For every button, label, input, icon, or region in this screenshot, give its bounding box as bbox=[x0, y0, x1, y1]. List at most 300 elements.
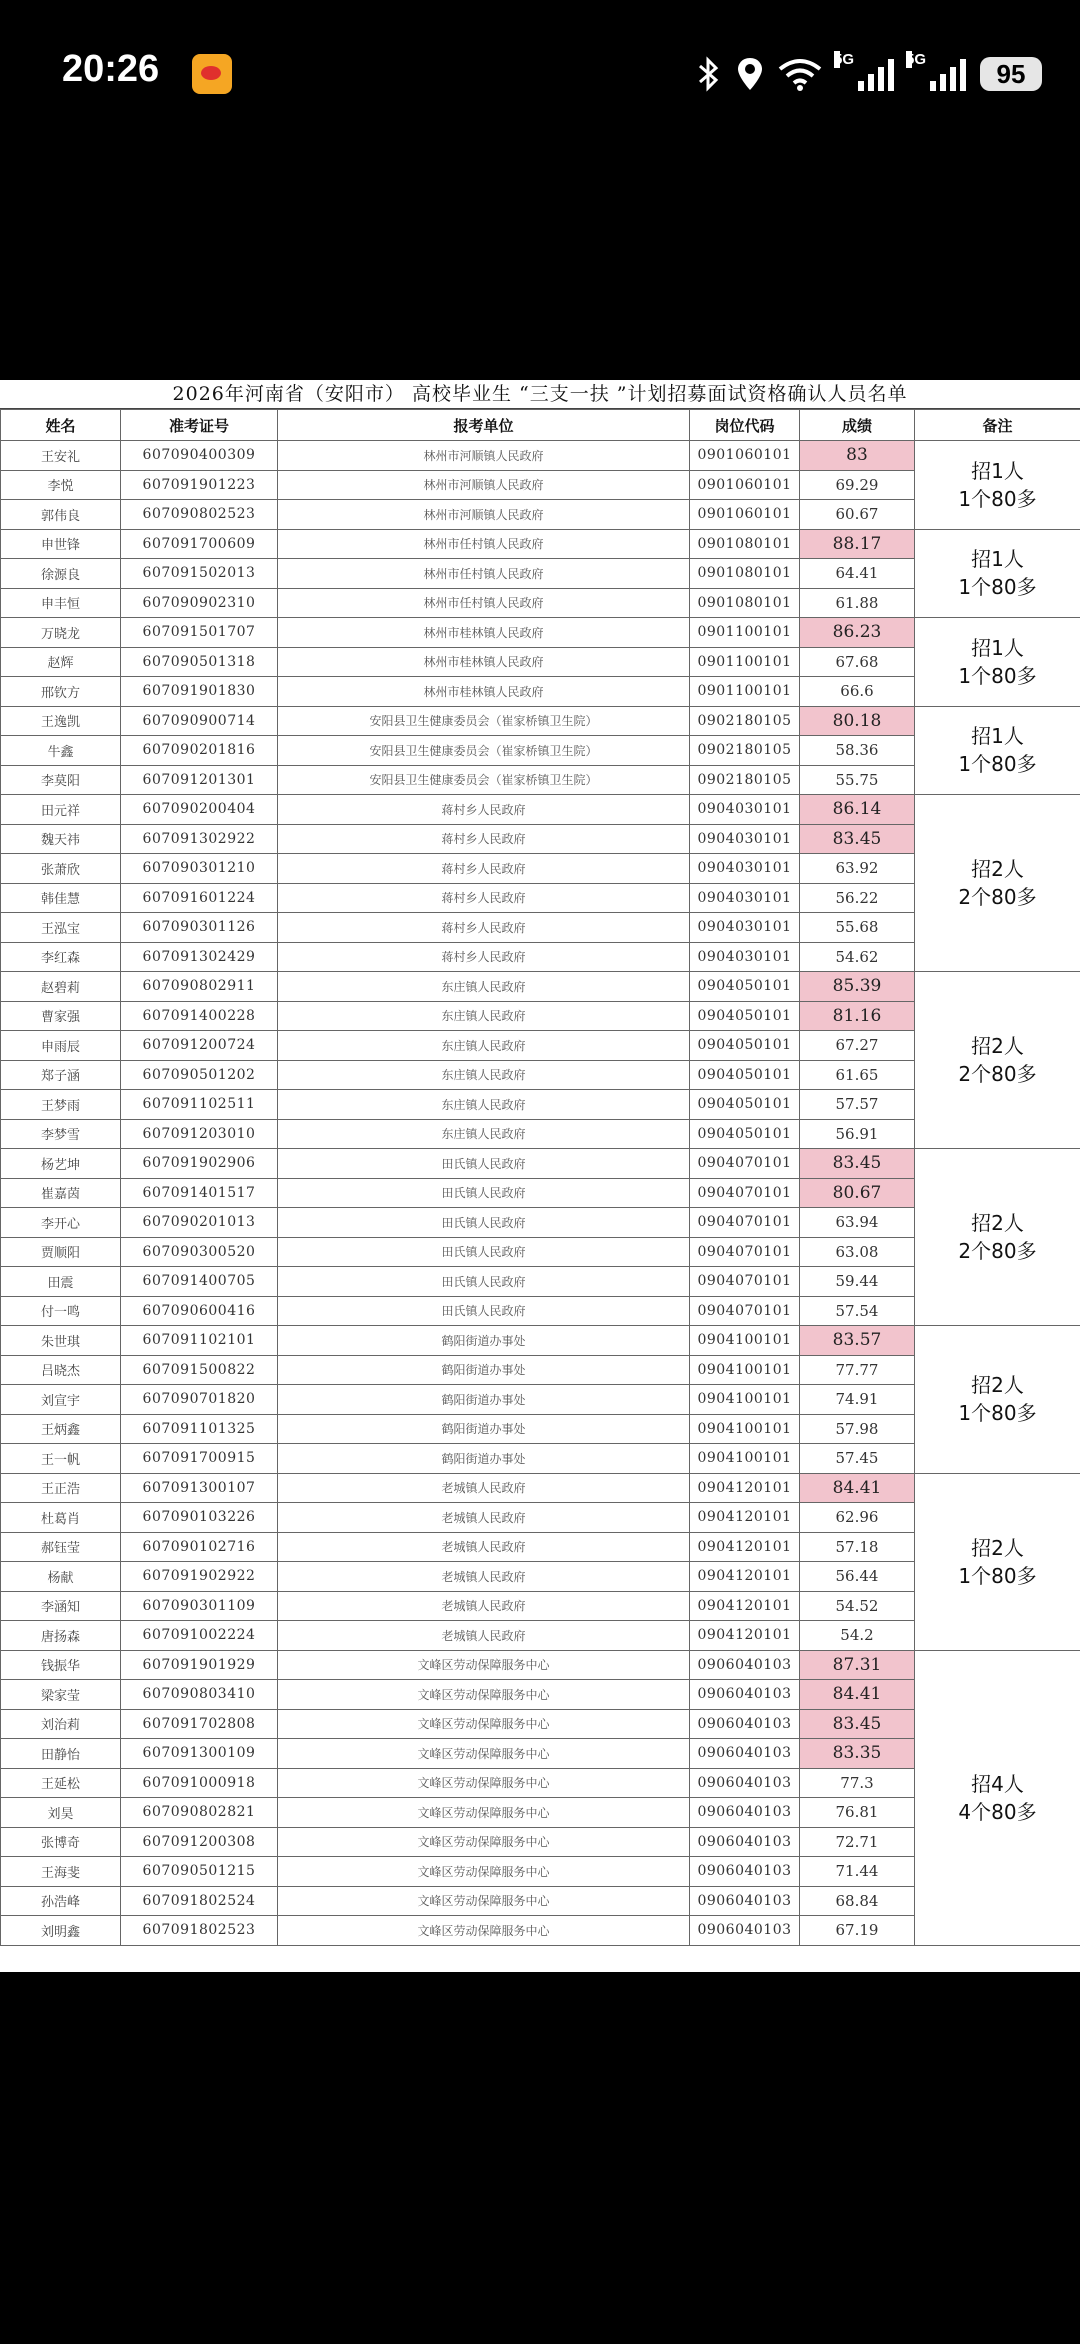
cell-score: 63.08 bbox=[800, 1237, 915, 1267]
cell-exam-id: 607091101325 bbox=[121, 1414, 278, 1444]
cell-post-code: 0904070101 bbox=[690, 1267, 800, 1297]
cell-post-code: 0906040103 bbox=[690, 1768, 800, 1798]
cell-exam-id: 607091901830 bbox=[121, 677, 278, 707]
cell-post-code: 0901080101 bbox=[690, 529, 800, 559]
cell-unit: 文峰区劳动保障服务中心 bbox=[278, 1827, 690, 1857]
clock: 20:26 bbox=[62, 48, 160, 90]
cell-score: 56.44 bbox=[800, 1562, 915, 1592]
cell-post-code: 0902180105 bbox=[690, 765, 800, 795]
cell-unit: 田氏镇人民政府 bbox=[278, 1267, 690, 1297]
cell-post-code: 0904070101 bbox=[690, 1178, 800, 1208]
cell-score: 57.18 bbox=[800, 1532, 915, 1562]
cell-unit: 林州市任村镇人民政府 bbox=[278, 588, 690, 618]
cell-exam-id: 607091502013 bbox=[121, 559, 278, 589]
col-note-header: 备注 bbox=[915, 410, 1080, 441]
cell-score: 69.29 bbox=[800, 470, 915, 500]
cell-post-code: 0906040103 bbox=[690, 1739, 800, 1769]
cell-post-code: 0906040103 bbox=[690, 1886, 800, 1916]
cell-post-code: 0904100101 bbox=[690, 1414, 800, 1444]
cell-name: 杨艺坤 bbox=[1, 1149, 121, 1179]
table-row bbox=[1, 618, 1080, 648]
cell-unit: 林州市任村镇人民政府 bbox=[278, 559, 690, 589]
cell-unit: 老城镇人民政府 bbox=[278, 1591, 690, 1621]
cell-exam-id: 607091000918 bbox=[121, 1768, 278, 1798]
cell-exam-id: 607091902922 bbox=[121, 1562, 278, 1592]
cell-exam-id: 607091700609 bbox=[121, 529, 278, 559]
cell-score: 67.27 bbox=[800, 1031, 915, 1061]
cell-post-code: 0904030101 bbox=[690, 913, 800, 943]
cell-exam-id: 607091200724 bbox=[121, 1031, 278, 1061]
cell-score: 74.91 bbox=[800, 1385, 915, 1415]
cell-post-code: 0904050101 bbox=[690, 1031, 800, 1061]
cell-unit: 林州市桂林镇人民政府 bbox=[278, 677, 690, 707]
cell-post-code: 0906040103 bbox=[690, 1857, 800, 1887]
cell-score: 77.3 bbox=[800, 1768, 915, 1798]
cell-score: 56.91 bbox=[800, 1119, 915, 1149]
cell-unit: 文峰区劳动保障服务中心 bbox=[278, 1709, 690, 1739]
cell-score: 66.6 bbox=[800, 677, 915, 707]
cell-exam-id: 607091500822 bbox=[121, 1355, 278, 1385]
note-line: 4个80多 bbox=[958, 1799, 1037, 1824]
note-line: 1个80多 bbox=[958, 1563, 1037, 1588]
cell-post-code: 0902180105 bbox=[690, 736, 800, 766]
cell-name: 邢钦方 bbox=[1, 677, 121, 707]
cell-name: 魏天祎 bbox=[1, 824, 121, 854]
bluetooth-icon bbox=[696, 56, 722, 92]
cell-score: 67.68 bbox=[800, 647, 915, 677]
cell-name: 朱世琪 bbox=[1, 1326, 121, 1356]
cell-name: 孙浩峰 bbox=[1, 1886, 121, 1916]
cell-exam-id: 607091902906 bbox=[121, 1149, 278, 1179]
results-table bbox=[0, 409, 1080, 1946]
cell-exam-id: 607091702808 bbox=[121, 1709, 278, 1739]
cell-name: 李悦 bbox=[1, 470, 121, 500]
cell-name: 张博奇 bbox=[1, 1827, 121, 1857]
cell-score: 54.52 bbox=[800, 1591, 915, 1621]
cell-score: 83.45 bbox=[800, 1709, 915, 1739]
cell-unit: 东庄镇人民政府 bbox=[278, 1031, 690, 1061]
cell-exam-id: 607090400309 bbox=[121, 441, 278, 471]
cell-exam-id: 607090301109 bbox=[121, 1591, 278, 1621]
col-id-header: 准考证号 bbox=[121, 410, 278, 441]
cell-name: 杨献 bbox=[1, 1562, 121, 1592]
cell-exam-id: 607091200308 bbox=[121, 1827, 278, 1857]
cell-post-code: 0904070101 bbox=[690, 1208, 800, 1238]
cell-post-code: 0901060101 bbox=[690, 470, 800, 500]
cell-post-code: 0904120101 bbox=[690, 1621, 800, 1651]
cell-exam-id: 607091700915 bbox=[121, 1444, 278, 1474]
cell-name: 刘治莉 bbox=[1, 1709, 121, 1739]
cell-unit: 东庄镇人民政府 bbox=[278, 972, 690, 1002]
cell-post-code: 0904070101 bbox=[690, 1237, 800, 1267]
cell-score: 72.71 bbox=[800, 1827, 915, 1857]
cell-name: 李梦雪 bbox=[1, 1119, 121, 1149]
cell-unit: 蒋村乡人民政府 bbox=[278, 795, 690, 825]
cell-post-code: 0906040103 bbox=[690, 1916, 800, 1946]
cell-unit: 林州市桂林镇人民政府 bbox=[278, 618, 690, 648]
cell-post-code: 0904050101 bbox=[690, 1119, 800, 1149]
cell-exam-id: 607090803410 bbox=[121, 1680, 278, 1710]
cell-post-code: 0904030101 bbox=[690, 824, 800, 854]
status-icons bbox=[696, 52, 1042, 96]
cell-score: 55.68 bbox=[800, 913, 915, 943]
cell-name: 牛鑫 bbox=[1, 736, 121, 766]
note-line: 招2人 bbox=[971, 1211, 1024, 1235]
cell-score: 62.96 bbox=[800, 1503, 915, 1533]
cell-score: 64.41 bbox=[800, 559, 915, 589]
note-line: 招1人 bbox=[971, 547, 1024, 572]
cell-post-code: 0906040103 bbox=[690, 1827, 800, 1857]
cell-exam-id: 607091102511 bbox=[121, 1090, 278, 1120]
cell-post-code: 0901100101 bbox=[690, 647, 800, 677]
cell-score: 67.19 bbox=[800, 1916, 915, 1946]
cell-post-code: 0906040103 bbox=[690, 1709, 800, 1739]
cell-note bbox=[915, 972, 1080, 1149]
cell-exam-id: 607091302922 bbox=[121, 824, 278, 854]
cell-unit: 文峰区劳动保障服务中心 bbox=[278, 1680, 690, 1710]
cell-name: 田震 bbox=[1, 1267, 121, 1297]
cell-post-code: 0901060101 bbox=[690, 441, 800, 471]
cell-note bbox=[915, 1650, 1080, 1945]
cell-name: 田元祥 bbox=[1, 795, 121, 825]
cell-score: 63.92 bbox=[800, 854, 915, 884]
cell-score: 57.57 bbox=[800, 1090, 915, 1120]
cell-post-code: 0904120101 bbox=[690, 1473, 800, 1503]
table-row bbox=[1, 1650, 1080, 1680]
cell-exam-id: 607090301210 bbox=[121, 854, 278, 884]
cell-exam-id: 607091400705 bbox=[121, 1267, 278, 1297]
cell-name: 赵辉 bbox=[1, 647, 121, 677]
cell-score: 57.45 bbox=[800, 1444, 915, 1474]
cell-unit: 蒋村乡人民政府 bbox=[278, 913, 690, 943]
cell-name: 申世锋 bbox=[1, 529, 121, 559]
cell-name: 申雨辰 bbox=[1, 1031, 121, 1061]
cell-name: 郝钰莹 bbox=[1, 1532, 121, 1562]
cell-score: 83.45 bbox=[800, 1149, 915, 1179]
cell-post-code: 0904050101 bbox=[690, 1060, 800, 1090]
cell-note bbox=[915, 441, 1080, 530]
cell-score: 83.45 bbox=[800, 824, 915, 854]
cell-exam-id: 607091401517 bbox=[121, 1178, 278, 1208]
cell-name: 张萧欣 bbox=[1, 854, 121, 884]
cell-exam-id: 607091300109 bbox=[121, 1739, 278, 1769]
cell-exam-id: 607090102716 bbox=[121, 1532, 278, 1562]
cell-unit: 林州市河顺镇人民政府 bbox=[278, 441, 690, 471]
table-row bbox=[1, 1149, 1080, 1179]
cell-name: 王梦雨 bbox=[1, 1090, 121, 1120]
cell-exam-id: 607090501318 bbox=[121, 647, 278, 677]
note-line: 1个80多 bbox=[958, 663, 1037, 688]
cell-name: 刘宣宇 bbox=[1, 1385, 121, 1415]
cell-exam-id: 607091002224 bbox=[121, 1621, 278, 1651]
cell-score: 61.88 bbox=[800, 588, 915, 618]
cell-exam-id: 607091802524 bbox=[121, 1886, 278, 1916]
cell-unit: 田氏镇人民政府 bbox=[278, 1237, 690, 1267]
cell-unit: 蒋村乡人民政府 bbox=[278, 942, 690, 972]
cell-score: 57.98 bbox=[800, 1414, 915, 1444]
cell-score: 56.22 bbox=[800, 883, 915, 913]
col-code-header: 岗位代码 bbox=[690, 410, 800, 441]
cell-post-code: 0904120101 bbox=[690, 1532, 800, 1562]
battery-indicator: 95 bbox=[980, 57, 1042, 91]
cell-unit: 鹤阳街道办事处 bbox=[278, 1385, 690, 1415]
cell-name: 李开心 bbox=[1, 1208, 121, 1238]
cell-score: 83 bbox=[800, 441, 915, 471]
cell-score: 60.67 bbox=[800, 500, 915, 530]
cell-name: 刘昊 bbox=[1, 1798, 121, 1828]
cell-note bbox=[915, 706, 1080, 795]
cell-name: 吕晓杰 bbox=[1, 1355, 121, 1385]
table-header bbox=[1, 410, 1080, 441]
cell-score: 81.16 bbox=[800, 1001, 915, 1031]
cell-unit: 田氏镇人民政府 bbox=[278, 1296, 690, 1326]
cell-name: 付一鸣 bbox=[1, 1296, 121, 1326]
cell-exam-id: 607091901929 bbox=[121, 1650, 278, 1680]
cell-post-code: 0906040103 bbox=[690, 1680, 800, 1710]
cell-unit: 安阳县卫生健康委员会（崔家桥镇卫生院） bbox=[278, 765, 690, 795]
cell-unit: 老城镇人民政府 bbox=[278, 1473, 690, 1503]
table-row bbox=[1, 1473, 1080, 1503]
cell-score: 59.44 bbox=[800, 1267, 915, 1297]
cell-post-code: 0904100101 bbox=[690, 1326, 800, 1356]
cell-exam-id: 607091400228 bbox=[121, 1001, 278, 1031]
note-line: 招1人 bbox=[971, 724, 1024, 749]
table-row bbox=[1, 441, 1080, 471]
cell-unit: 鹤阳街道办事处 bbox=[278, 1326, 690, 1356]
cell-exam-id: 607090802911 bbox=[121, 972, 278, 1002]
cell-unit: 蒋村乡人民政府 bbox=[278, 883, 690, 913]
cell-score: 58.36 bbox=[800, 736, 915, 766]
cell-unit: 鹤阳街道办事处 bbox=[278, 1355, 690, 1385]
note-line: 1个80多 bbox=[958, 575, 1037, 600]
col-unit-header: 报考单位 bbox=[278, 410, 690, 441]
wifi-icon bbox=[778, 57, 822, 91]
cell-score: 61.65 bbox=[800, 1060, 915, 1090]
cell-unit: 文峰区劳动保障服务中心 bbox=[278, 1768, 690, 1798]
cell-unit: 林州市河顺镇人民政府 bbox=[278, 500, 690, 530]
cell-name: 王延松 bbox=[1, 1768, 121, 1798]
note-line: 2个80多 bbox=[958, 885, 1037, 909]
cell-name: 郭伟良 bbox=[1, 500, 121, 530]
cell-unit: 东庄镇人民政府 bbox=[278, 1090, 690, 1120]
note-line: 1个80多 bbox=[958, 1401, 1037, 1426]
cell-unit: 文峰区劳动保障服务中心 bbox=[278, 1650, 690, 1680]
cell-score: 84.41 bbox=[800, 1473, 915, 1503]
cell-post-code: 0904070101 bbox=[690, 1149, 800, 1179]
status-bar bbox=[0, 0, 1080, 150]
table-row bbox=[1, 972, 1080, 1002]
cell-unit: 老城镇人民政府 bbox=[278, 1532, 690, 1562]
cell-post-code: 0902180105 bbox=[690, 706, 800, 736]
cell-name: 郑子涵 bbox=[1, 1060, 121, 1090]
cell-exam-id: 607091201301 bbox=[121, 765, 278, 795]
cell-post-code: 0904030101 bbox=[690, 854, 800, 884]
cell-note bbox=[915, 529, 1080, 618]
note-line: 招1人 bbox=[971, 458, 1024, 483]
cell-unit: 林州市河顺镇人民政府 bbox=[278, 470, 690, 500]
note-line: 2个80多 bbox=[958, 1062, 1037, 1086]
cell-unit: 老城镇人民政府 bbox=[278, 1503, 690, 1533]
cell-name: 杜葛肖 bbox=[1, 1503, 121, 1533]
cell-exam-id: 607091300107 bbox=[121, 1473, 278, 1503]
cell-exam-id: 607090802821 bbox=[121, 1798, 278, 1828]
cell-post-code: 0904050101 bbox=[690, 1090, 800, 1120]
cell-name: 王一帆 bbox=[1, 1444, 121, 1474]
cell-name: 王炳鑫 bbox=[1, 1414, 121, 1444]
cell-exam-id: 607090301126 bbox=[121, 913, 278, 943]
cell-note bbox=[915, 1473, 1080, 1650]
document-image bbox=[0, 380, 1080, 1972]
cell-exam-id: 607090600416 bbox=[121, 1296, 278, 1326]
cell-post-code: 0904120101 bbox=[690, 1503, 800, 1533]
cell-name: 贾顺阳 bbox=[1, 1237, 121, 1267]
cell-name: 韩佳慧 bbox=[1, 883, 121, 913]
cell-score: 86.14 bbox=[800, 795, 915, 825]
cell-name: 李涵知 bbox=[1, 1591, 121, 1621]
cell-exam-id: 607091501707 bbox=[121, 618, 278, 648]
weibo-icon bbox=[192, 54, 232, 94]
cell-exam-id: 607090201816 bbox=[121, 736, 278, 766]
cell-name: 唐扬森 bbox=[1, 1621, 121, 1651]
cell-post-code: 0906040103 bbox=[690, 1650, 800, 1680]
cell-unit: 安阳县卫生健康委员会（崔家桥镇卫生院） bbox=[278, 706, 690, 736]
cell-score: 63.94 bbox=[800, 1208, 915, 1238]
table-row bbox=[1, 795, 1080, 825]
cell-exam-id: 607091901223 bbox=[121, 470, 278, 500]
table-row bbox=[1, 706, 1080, 736]
cell-unit: 文峰区劳动保障服务中心 bbox=[278, 1857, 690, 1887]
cell-score: 83.35 bbox=[800, 1739, 915, 1769]
cell-post-code: 0904070101 bbox=[690, 1296, 800, 1326]
cell-post-code: 0901100101 bbox=[690, 677, 800, 707]
cell-score: 83.57 bbox=[800, 1326, 915, 1356]
cell-unit: 文峰区劳动保障服务中心 bbox=[278, 1886, 690, 1916]
cell-post-code: 0901080101 bbox=[690, 559, 800, 589]
signal-5g-icon: 5G bbox=[836, 57, 894, 91]
cell-unit: 田氏镇人民政府 bbox=[278, 1178, 690, 1208]
cell-name: 李莫阳 bbox=[1, 765, 121, 795]
col-score-header: 成绩 bbox=[800, 410, 915, 441]
cell-post-code: 0904030101 bbox=[690, 942, 800, 972]
cell-unit: 林州市任村镇人民政府 bbox=[278, 529, 690, 559]
cell-exam-id: 607091802523 bbox=[121, 1916, 278, 1946]
note-line: 招4人 bbox=[971, 1771, 1024, 1796]
cell-name: 徐源良 bbox=[1, 559, 121, 589]
cell-exam-id: 607090201013 bbox=[121, 1208, 278, 1238]
cell-unit: 安阳县卫生健康委员会（崔家桥镇卫生院） bbox=[278, 736, 690, 766]
cell-score: 71.44 bbox=[800, 1857, 915, 1887]
cell-name: 钱振华 bbox=[1, 1650, 121, 1680]
cell-unit: 东庄镇人民政府 bbox=[278, 1060, 690, 1090]
cell-score: 77.77 bbox=[800, 1355, 915, 1385]
note-line: 2个80多 bbox=[958, 1239, 1037, 1263]
cell-unit: 文峰区劳动保障服务中心 bbox=[278, 1739, 690, 1769]
cell-name: 刘明鑫 bbox=[1, 1916, 121, 1946]
cell-note bbox=[915, 1149, 1080, 1326]
cell-unit: 田氏镇人民政府 bbox=[278, 1208, 690, 1238]
cell-score: 80.67 bbox=[800, 1178, 915, 1208]
cell-exam-id: 607090501215 bbox=[121, 1857, 278, 1887]
cell-post-code: 0901060101 bbox=[690, 500, 800, 530]
cell-unit: 文峰区劳动保障服务中心 bbox=[278, 1916, 690, 1946]
location-icon bbox=[736, 56, 764, 92]
cell-exam-id: 607091601224 bbox=[121, 883, 278, 913]
cell-score: 87.31 bbox=[800, 1650, 915, 1680]
note-line: 招2人 bbox=[971, 1535, 1024, 1560]
cell-post-code: 0904120101 bbox=[690, 1591, 800, 1621]
cell-name: 王安礼 bbox=[1, 441, 121, 471]
cell-post-code: 0904030101 bbox=[690, 883, 800, 913]
cell-post-code: 0901080101 bbox=[690, 588, 800, 618]
cell-exam-id: 607091102101 bbox=[121, 1326, 278, 1356]
cell-name: 王正浩 bbox=[1, 1473, 121, 1503]
cell-exam-id: 607091203010 bbox=[121, 1119, 278, 1149]
cell-post-code: 0904050101 bbox=[690, 1001, 800, 1031]
cell-exam-id: 607090701820 bbox=[121, 1385, 278, 1415]
cell-score: 85.39 bbox=[800, 972, 915, 1002]
table-row bbox=[1, 529, 1080, 559]
cell-score: 54.2 bbox=[800, 1621, 915, 1651]
cell-score: 68.84 bbox=[800, 1886, 915, 1916]
table-body bbox=[1, 441, 1080, 1946]
cell-note bbox=[915, 795, 1080, 972]
cell-unit: 蒋村乡人民政府 bbox=[278, 824, 690, 854]
col-name-header: 姓名 bbox=[1, 410, 121, 441]
cell-unit: 老城镇人民政府 bbox=[278, 1621, 690, 1651]
cell-score: 55.75 bbox=[800, 765, 915, 795]
cell-unit: 林州市桂林镇人民政府 bbox=[278, 647, 690, 677]
cell-post-code: 0904030101 bbox=[690, 795, 800, 825]
cell-unit: 鹤阳街道办事处 bbox=[278, 1414, 690, 1444]
note-line: 招2人 bbox=[971, 1373, 1024, 1398]
cell-unit: 鹤阳街道办事处 bbox=[278, 1444, 690, 1474]
cell-score: 88.17 bbox=[800, 529, 915, 559]
cell-name: 王海斐 bbox=[1, 1857, 121, 1887]
cell-unit: 老城镇人民政府 bbox=[278, 1562, 690, 1592]
note-line: 招2人 bbox=[971, 857, 1024, 881]
cell-score: 80.18 bbox=[800, 706, 915, 736]
cell-post-code: 0906040103 bbox=[690, 1798, 800, 1828]
cell-post-code: 0904050101 bbox=[690, 972, 800, 1002]
cell-name: 曹家强 bbox=[1, 1001, 121, 1031]
cell-unit: 东庄镇人民政府 bbox=[278, 1119, 690, 1149]
cell-score: 84.41 bbox=[800, 1680, 915, 1710]
cell-exam-id: 607090103226 bbox=[121, 1503, 278, 1533]
cell-name: 崔嘉茵 bbox=[1, 1178, 121, 1208]
cell-score: 57.54 bbox=[800, 1296, 915, 1326]
cell-name: 王泓宝 bbox=[1, 913, 121, 943]
cell-name: 李红森 bbox=[1, 942, 121, 972]
cell-post-code: 0901100101 bbox=[690, 618, 800, 648]
cell-score: 86.23 bbox=[800, 618, 915, 648]
signal-5g-icon: 5G bbox=[908, 57, 966, 91]
cell-name: 王逸凯 bbox=[1, 706, 121, 736]
cell-exam-id: 607090200404 bbox=[121, 795, 278, 825]
cell-score: 54.62 bbox=[800, 942, 915, 972]
cell-post-code: 0904100101 bbox=[690, 1444, 800, 1474]
document-title: 2026年河南省（安阳市） 高校毕业生 “三支一扶 ”计划招募面试资格确认人员名单 bbox=[0, 380, 1080, 409]
cell-name: 赵碧莉 bbox=[1, 972, 121, 1002]
cell-exam-id: 607090900714 bbox=[121, 706, 278, 736]
cell-name: 申丰恒 bbox=[1, 588, 121, 618]
note-line: 1个80多 bbox=[958, 486, 1037, 511]
cell-score: 76.81 bbox=[800, 1798, 915, 1828]
cell-unit: 田氏镇人民政府 bbox=[278, 1149, 690, 1179]
cell-exam-id: 607090300520 bbox=[121, 1237, 278, 1267]
cell-post-code: 0904100101 bbox=[690, 1385, 800, 1415]
table-row bbox=[1, 1326, 1080, 1356]
cell-note bbox=[915, 1326, 1080, 1474]
